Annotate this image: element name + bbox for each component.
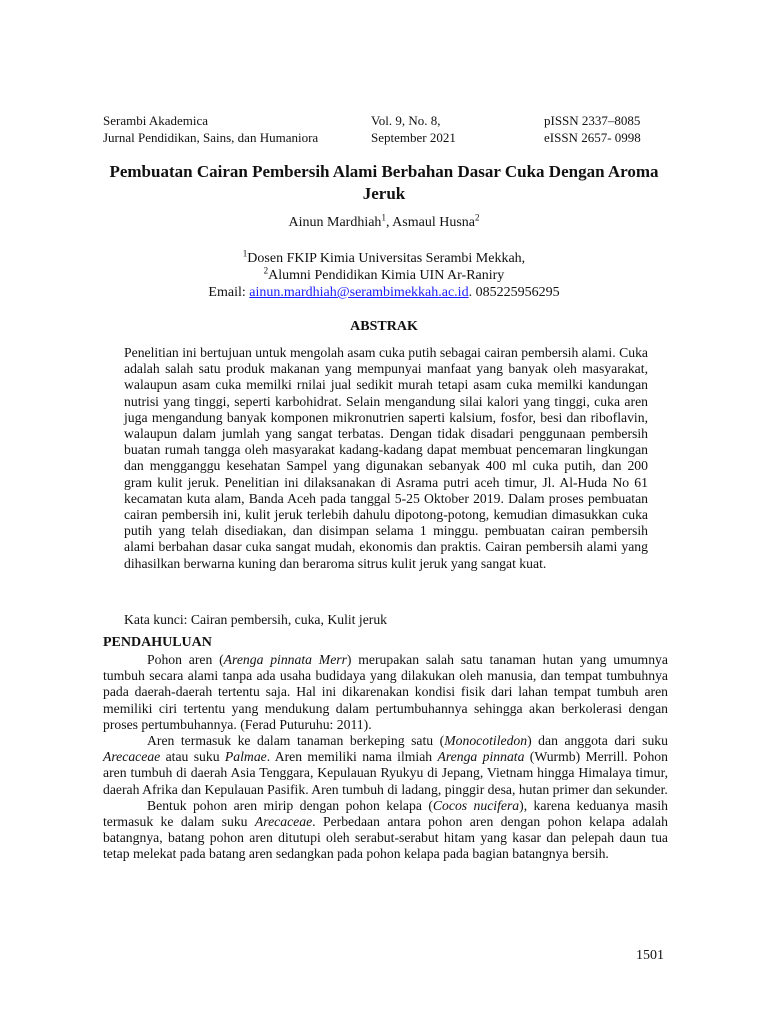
author-name: Ainun Mardhiah: [288, 215, 382, 230]
paper-title: Pembuatan Cairan Pembersih Alami Berbahan Dasar Cuka Dengan Aroma Jeruk: [109, 162, 659, 203]
author-affil-marker: 1: [381, 212, 386, 223]
section-body: [103, 652, 668, 863]
paragraph: Bentuk pohon aren mirip dengan pohon kelapa (Cocos nucifera), karena keduanya masih termasuk ke dalam suku Arecaceae. Perbedaan antara pohon aren dengan pohon kelapa adalah batangnya, batang pohon aren ditutupi oleh serabut-serabut hitam yang kasar dan pelepah daun tua tetap melekat pada batang aren sedangkan pada pohon kelapa pada bagian batangnya bersih.: [103, 797, 668, 862]
journal-header-left: [103, 112, 318, 146]
email-link[interactable]: ainun.mardhiah@serambimekkah.ac.id: [249, 285, 469, 300]
journal-header-center: [371, 112, 456, 146]
paragraph: Aren termasuk ke dalam tanaman berkeping satu (Monocotiledon) dan anggota dari suku Arecaceae atau suku Palmae. Aren memiliki nama ilmiah Arenga pinnata (Wurmb) Merrill. Pohon aren tumbuh di daerah Asia Tenggara, Kepulauan Ryukyu di Jepang, Vietnam hingga Himalaya timur, daerah Afrika dan Kepulauan Pasifik. Aren tumbuh di ladang, pinggir desa, hutan primer dan sekunder.: [103, 733, 668, 797]
paragraph: Pohon aren (Arenga pinnata Merr) merupakan salah satu tanaman hutan yang umumnya tumbuh secara alami tanpa ada usaha budidaya yang dilakukan oleh manusia, dan tempat tumbuhnya pada daerah-daerah tertentu saja. Hal ini dikarenakan kondisi fisik dari lahan tempat tumbuh aren memiliki ciri tertentu yang mendukung dalam pertumbuhannya sehingga akan berkolerasi dengan proses pertumbuhannya. (Ferad Puturuhu: 2011).: [103, 652, 668, 732]
author-affil-marker: 2: [475, 212, 480, 223]
author-name: Asmaul Husna: [392, 215, 475, 230]
journal-header-right: [544, 112, 641, 146]
author-separator: ,: [385, 215, 393, 230]
affil-marker: 1: [242, 248, 248, 259]
affiliations: [100, 250, 668, 301]
affiliation-text: Alumni Pendidikan Kimia UIN Ar-Raniry: [268, 268, 505, 283]
affiliation-text: Dosen FKIP Kimia Universitas Serambi Mekkah,: [247, 251, 526, 266]
journal-date: September 2021: [371, 130, 456, 145]
author-line: [100, 214, 668, 232]
journal-eissn: eISSN 2657- 0998: [544, 130, 641, 145]
journal-volume: Vol. 9, No. 8,: [371, 113, 441, 128]
keywords: Kata kunci: Cairan pembersih, cuka, Kulit jeruk: [124, 612, 388, 627]
affiliation-line: [100, 250, 668, 267]
section-heading: PENDAHULUAN: [103, 635, 212, 650]
journal-subtitle: Jurnal Pendidikan, Sains, dan Humaniora: [103, 130, 319, 145]
abstract-heading: ABSTRAK: [350, 319, 418, 334]
affiliation-line: [100, 267, 668, 284]
affil-marker: 2: [263, 265, 269, 276]
journal-pissn: pISSN 2337–8085: [544, 113, 641, 128]
page-number: 1501: [636, 948, 664, 963]
phone-number: . 085225956295: [468, 285, 560, 300]
journal-name: Serambi Akademica: [103, 113, 209, 128]
email-line: [100, 284, 668, 301]
abstract-text: Penelitian ini bertujuan untuk mengolah asam cuka putih sebagai cairan pembersih alami. Cuka adalah salah satu produk makanan yang mempunyai manfaat yang banyak oleh masyarakat, walaupun asam cuka memilki rnilai jual sedikit murah tetapi asam cuka memilki kandungan nutrisi yang tinggi, seperti karbohidrat. Selain mengandung silai kalori yang tinggi, cuka aren juga mengandung banyak komponen mikronutrien saperti kalsium, fosfor, besi dan riboflavin, walaupun dalam jumlah yang sangat terbatas. Dengan tidak disadari penggunaan pembersih buatan rumah tangga oleh masyarakat kadang-kadang dapat membuat pencemaran lingkungan dan mengganggu kesehatan Sampel yang digunakan sebanyak 400 ml cuka putih, dan 200 gram kulit jeruk. Penelitian ini dilaksanakan di Asrama putri aceh timur, Jl. Al-Huda No 61 kecamatan kuta alam, Banda Aceh pada tanggal 5-25 Oktober 2019. Dalam proses pembuatan cairan pembersih ini, kulit jeruk terlebih dahulu dipotong-potong, kemudian dimasukkan cuka putih yang telah disediakan, dan disimpan selama 1 minggu. pembuatan cairan pembersih alami berbahan dasar cuka sangat mudah, ekonomis dan praktis. Cairan pembersih alami yang dihasilkan berwarna kuning dan beraroma sitrus kulit jeruk yang sangat kuat.: [124, 345, 648, 571]
email-label: Email:: [208, 285, 250, 300]
